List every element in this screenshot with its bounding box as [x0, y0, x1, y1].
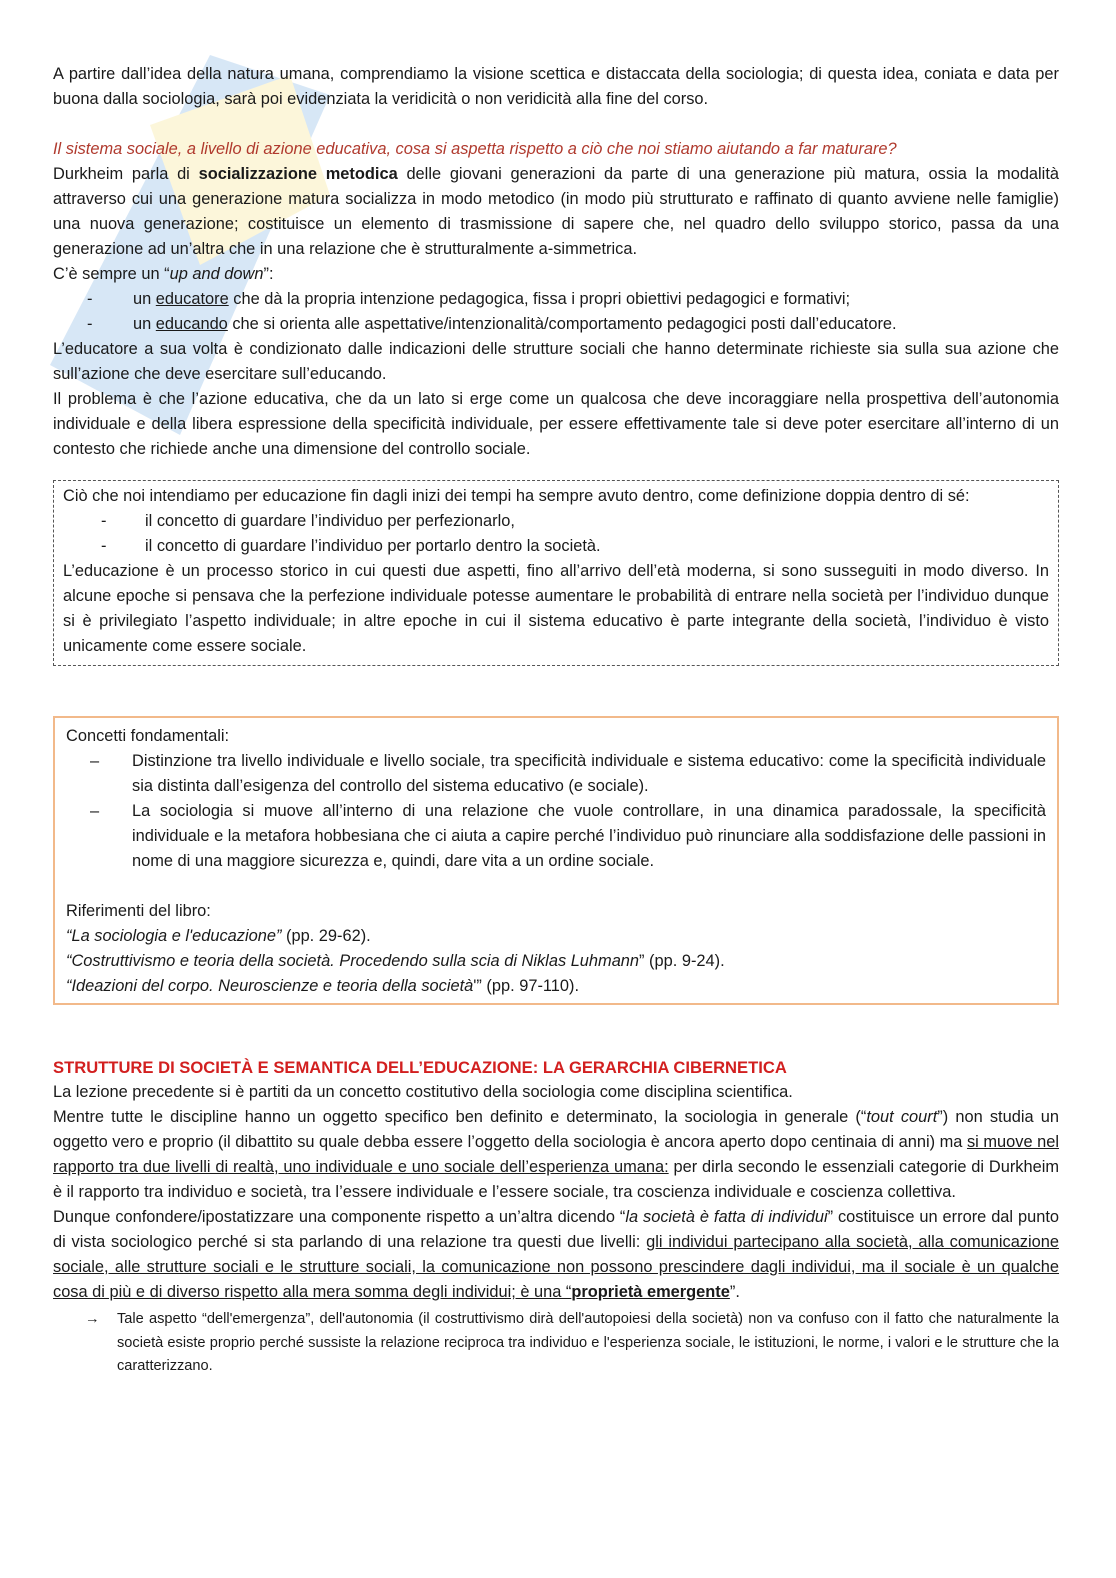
list-item: - il concetto di guardare l’individuo per perfezionarlo,: [101, 512, 515, 530]
list-item: - il concetto di guardare l’individuo per portarlo dentro la società.: [101, 537, 601, 555]
box-body: L’educazione è un processo storico in cui questi due aspetti, fino all’arrivo dell’età moderna, si sono susseguiti in modo diverso. In alcune epoche si pensava che la perfezione individuale potesse aumentare le probabilità di entrare nella società per l’individuo dunque si è privilegiato l’aspetto individuale; in altre epoche in cui il sistema educativo è parte integrante della società, l’individuo è visto unicamente come essere sociale.: [63, 562, 1049, 655]
question-paragraph: Il sistema sociale, a livello di azione educativa, cosa si aspetta rispetto a ciò che noi stiamo aiutando a far maturare?: [53, 140, 897, 158]
section-paragraph: Dunque confondere/ipostatizzare una componente rispetto a un’altra dicendo “la società è fatta di individui” costituisce un errore dal punto di vista sociologico perché si sta parlando di una relazione tra questi due livelli: gli individui partecipano alla società, alla comunicazione sociale, alle strutture sociali e le strutture sociali, la comunicazione non possono prescindere dagli individui, ma il sociale è un qualche cosa di più e di diverso rispetto alla mera somma degli individui; è una “proprietà emergente”.: [53, 1208, 1059, 1301]
educatore-paragraph: L’educatore a sua volta è condizionato dalle indicazioni delle strutture sociali che hanno determinate richieste sia sulla sua azione che sull’azione che deve esercitare sull’educando.: [53, 340, 1059, 383]
up-and-down-line: C’è sempre un “up and down”:: [53, 265, 274, 283]
list-item: – La sociologia si muove all’interno di una relazione che vuole controllare, in una dinamica paradossale, la specificità individuale e la metafora hobbesiana che ci aiuta a capire perché l’individuo può rinunciare alla soddisfazione delle passioni in nome di una maggiore sicurezza e, quindi, dare vita a un ordine sociale.: [90, 802, 1046, 870]
key-term: socializzazione metodica: [198, 165, 398, 183]
box-title: Concetti fondamentali:: [66, 727, 230, 745]
list-item: - un educatore che dà la propria intenzione pedagogica, fissa i propri obiettivi pedagogici e formativi;: [87, 290, 851, 308]
section-paragraph: Mentre tutte le discipline hanno un oggetto specifico ben definito e determinato, la sociologia in generale (“tout court”) non studia un oggetto vero e proprio (il dibattito su quale debba essere l’oggetto della sociologia è ancora aperto dopo centinaia di anni) ma si muove nel rapporto tra due livelli di realtà, uno individuale e uno sociale dell’esperienza umana: per dirla secondo le essenziali categorie di Durkheim è il rapporto tra individuo e società, tra l’essere individuale e l’essere sociale, tra coscienza individuale e coscienza collettiva.: [53, 1108, 1060, 1201]
key-concepts-box: [53, 716, 1059, 1005]
box-intro: Ciò che noi intendiamo per educazione fin dagli inizi dei tempi ha sempre avuto dentro, come definizione doppia dentro di sé:: [63, 487, 970, 505]
section-heading: STRUTTURE DI SOCIETÀ E SEMANTICA DELL’EDUCAZIONE: LA GERARCHIA CIBERNETICA: [53, 1058, 787, 1077]
reference-item: “Ideazioni del corpo. Neuroscienze e teoria della società'” (pp. 97-110).: [66, 977, 580, 995]
problema-paragraph: Il problema è che l’azione educativa, che da un lato si erge come un qualcosa che deve incoraggiare nella prospettiva dell’autonomia individuale e della libera espressione della specificità individuale, per essere effettivamente tale si deve poter esercitare all’interno di un contesto che richiede anche una dimensione del controllo sociale.: [53, 390, 1059, 458]
definition-list: [63, 509, 1049, 559]
reference-item: “La sociologia e l'educazione” (pp. 29-62).: [66, 927, 371, 945]
section-paragraph: La lezione precedente si è partiti da un concetto costitutivo della sociologia come disciplina scientifica.: [53, 1083, 793, 1101]
list-item: – Distinzione tra livello individuale e livello sociale, tra specificità individuale e sistema educativo: come la specificità individuale sia distinta dall’esigenza del controllo del sistema educativo (e sociale).: [90, 752, 1046, 795]
concepts-list: [66, 749, 1046, 874]
reference-item: “Costruttivismo e teoria della società. Procedendo sulla scia di Niklas Luhmann” (pp. 9-24).: [66, 952, 725, 970]
arrow-icon: →: [85, 1311, 100, 1327]
references-title: Riferimenti del libro:: [66, 902, 211, 920]
document-page: [53, 62, 1059, 1379]
arrow-note: → Tale aspetto “dell'emergenza”, dell'autonomia (il costruttivismo dirà dell'autopoiesi della società) non va confuso con il fatto che naturalmente la società esiste proprio perché sussiste la relazione reciproca tra individuo e l'esperienza sociale, le istituzioni, le norme, i valori e le strutture che la caratterizzano.: [53, 1308, 1059, 1379]
intro-paragraph: A partire dall’idea della natura umana, comprendiamo la visione scettica e distaccata della sociologia; di questa idea, coniata e data per buona dalla sociologia, sarà poi evidenziata la veridicità o non veridicità alla fine del corso.: [53, 65, 1059, 108]
durkheim-paragraph: Durkheim parla di socializzazione metodica delle giovani generazioni da parte di una generazione più matura, ossia la modalità attraverso cui una generazione matura socializza in modo metodico (in modo più strutturato e raffinato di quanto avviene nelle famiglie) una nuova generazione; costituisce un elemento di trasmissione di sapere che, nel quadro dello sviluppo storico, passa da una generazione ad un’altra che in una relazione che è strutturalmente a-simmetrica.: [53, 165, 1059, 258]
educator-list: [53, 287, 1059, 337]
definition-box: [53, 480, 1059, 666]
list-item: - un educando che si orienta alle aspettative/intenzionalità/comportamento pedagogici posti dall’educatore.: [87, 315, 897, 333]
